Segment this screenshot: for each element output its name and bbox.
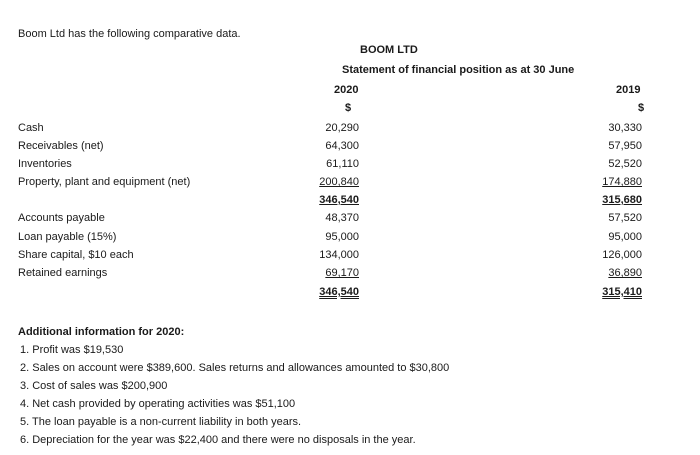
value-2020: 64,300 [325, 140, 359, 152]
row-label: Retained earnings [18, 267, 108, 279]
total-assets-2020: 346,540 [319, 194, 359, 206]
currency-2019: $ [638, 102, 645, 114]
value-2019: 36,890 [608, 267, 642, 279]
value-2020: 200,840 [319, 176, 359, 188]
year-2019-header: 2019 [616, 84, 641, 96]
total-liab-equity-2019: 315,410 [602, 286, 642, 298]
additional-info-title: Additional information for 2020: [18, 326, 185, 338]
year-2020-header: 2020 [334, 84, 359, 96]
statement-title: Statement of financial position as at 30 June [342, 64, 575, 76]
note-item: 1. Profit was $19,530 [20, 344, 124, 356]
total-assets-2019: 315,680 [602, 194, 642, 206]
row-label: Accounts payable [18, 212, 105, 224]
row-label: Inventories [18, 158, 72, 170]
row-label: Property, plant and equipment (net) [18, 176, 191, 188]
row-label: Cash [18, 122, 44, 134]
value-2020: 134,000 [319, 249, 359, 261]
value-2020: 95,000 [325, 231, 359, 243]
note-item: 5. The loan payable is a non-current liability in both years. [20, 416, 302, 428]
value-2019: 95,000 [608, 231, 642, 243]
value-2020: 48,370 [325, 212, 359, 224]
total-liab-equity-2020: 346,540 [319, 286, 359, 298]
currency-2020: $ [345, 102, 352, 114]
note-item: 2. Sales on account were $389,600. Sales returns and allowances amounted to $30,800 [20, 362, 450, 374]
value-2020: 61,110 [326, 158, 359, 170]
value-2019: 57,520 [608, 212, 642, 224]
value-2019: 57,950 [608, 140, 642, 152]
value-2019: 174,880 [602, 176, 642, 188]
note-item: 3. Cost of sales was $200,900 [20, 380, 168, 392]
row-label: Receivables (net) [18, 140, 104, 152]
row-label: Share capital, $10 each [18, 249, 134, 261]
note-item: 4. Net cash provided by operating activities was $51,100 [20, 398, 296, 410]
intro-text: Boom Ltd has the following comparative data. [18, 28, 241, 40]
value-2019: 52,520 [608, 158, 642, 170]
note-item: 6. Depreciation for the year was $22,400 and there were no disposals in the year. [20, 434, 416, 446]
value-2020: 69,170 [325, 267, 359, 279]
value-2019: 126,000 [602, 249, 642, 261]
row-label: Loan payable (15%) [18, 231, 117, 243]
company-name: BOOM LTD [360, 44, 418, 56]
value-2020: 20,290 [325, 122, 359, 134]
value-2019: 30,330 [608, 122, 642, 134]
